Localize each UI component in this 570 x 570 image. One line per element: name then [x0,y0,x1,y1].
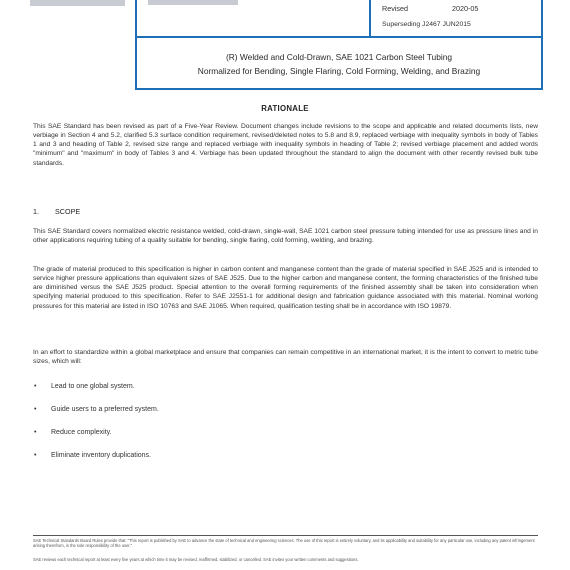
bullet-icon: • [34,429,37,436]
list-item [33,428,538,451]
revised-label: Revised [382,4,408,13]
list-item [33,405,538,428]
bullet-icon: • [34,383,37,390]
header-divider [137,36,541,38]
header-vertical-divider [369,0,371,36]
scope-number: 1. [33,207,39,216]
footer-disclaimer: SAE Technical Standards Board Rules provide that: "This report is published by SAE to advance the state of technical and engineering sciences. The use of this report is entirely voluntary, and its applicability and suitability for any particular use, including any patent infringement arising therefrom, is the sole responsibility of the user." [33,538,535,548]
list-item [33,451,538,474]
scope-paragraph-2: The grade of material produced to this specification is higher in carbon content and manganese content than the grade of material specified in SAE J525 and is intended to service higher pressure applications than equivalent sizes of SAE J525. Due to the higher carbon and manganese content, the forming characteristics of the finished tube are diminished versus the SAE J525 product. Special attention to the overall forming requirements of the finished assembly shall be taken into consideration when specifying material produced to this specification. Refer to SAE J2551-1 for additional design and fabrication guidance associated with this material. Nominal working pressures for this material are listed in ISO 10763 and SAE J1065. When required, qualification testing shall be in accordance with ISO 19879. [33,266,538,310]
bullet-text: Lead to one global system. [51,383,135,390]
document-title-line-1: (R) Welded and Cold-Drawn, SAE 1021 Carbon Steel Tubing [225,52,453,62]
scope-heading [33,207,80,216]
footer-review-note: SAE reviews each technical report at least every five years at which time it may be revised, reaffirmed, stabilized, or cancelled. SAE invites your written comments and suggestions. [33,557,359,562]
footer-divider [33,535,538,536]
intent-bullet-list [33,382,538,474]
bullet-icon: • [34,452,37,459]
sae-logo [30,0,125,6]
document-type-label [148,0,238,5]
scope-paragraph-3: In an effort to standardize within a global marketplace and ensure that companies can remain competitive in an international market, it is the intent to convert to metric tube sizes, which will: [33,349,538,366]
list-item [33,382,538,405]
scope-title: SCOPE [55,207,81,216]
bullet-icon: • [34,406,37,413]
document-title-line-2: Normalized for Bending, Single Flaring, Cold Forming, Welding, and Brazing [197,66,481,76]
bullet-text: Eliminate inventory duplications. [51,452,151,459]
bullet-text: Guide users to a preferred system. [51,406,159,413]
rationale-text: This SAE Standard has been revised as part of a Five-Year Review. Document changes include revisions to the scope and applicable and related documents lists, new verbiage in Section 4 and 5.2, clarified 5.3 surface condition requirement, revised/deleted notes to 5.8 and 8.9, replaced verbiage with inequality symbols in body of Tables 1 and 3 and heading of Table 2, revised size range and replaced verbiage with inequality symbols in heading of Table 2; revised verbiage placement and added words "minimum" and "maximum" in body of Tables 3 and 4. Verbiage has been updated throughout the standard to align the document with other recently revised bulk tube standards. [33,123,538,167]
revised-date: 2020-05 [452,4,479,13]
rationale-heading: RATIONALE [261,104,309,113]
superseding-note: Superseding J2467 JUN2015 [382,21,471,28]
scope-paragraph-1: This SAE Standard covers normalized electric resistance welded, cold-drawn, single-wall, SAE 1021 carbon steel pressure tubing intended for use as pressure lines and in other applications requiring tubing of a quality suitable for bending, single flaring, cold forming, welding, and brazing. [33,228,538,245]
bullet-text: Reduce complexity. [51,429,112,436]
header-box [135,0,543,90]
